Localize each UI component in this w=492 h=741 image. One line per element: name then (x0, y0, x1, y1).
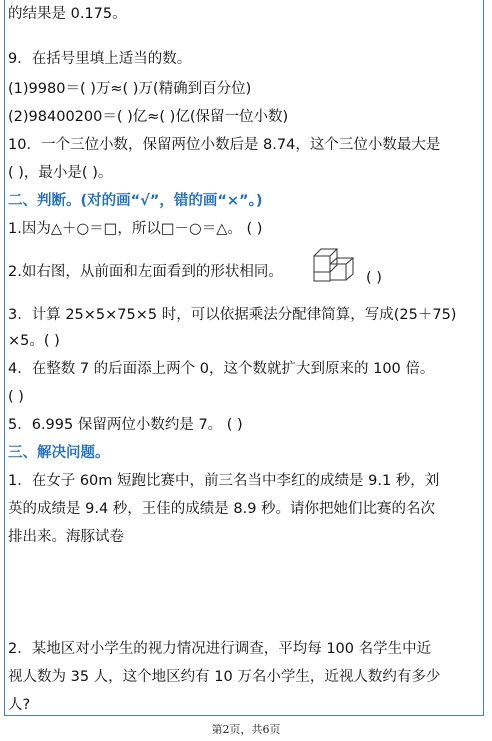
judge-3-line-2: ×5。( ) (8, 333, 60, 349)
problem-2-line-3: 人? (8, 697, 31, 713)
problem-2-line-2: 视人数为 35 人，这个地区约有 10 万名小学生，近视人数约有多少 (8, 669, 441, 685)
question-9-part-1: (1)9980＝( )万≈( )万(精确到百分位) (8, 81, 252, 97)
section-3-heading: 三、解决问题。 (8, 445, 110, 461)
judge-4-answer-blank: ( ) (8, 389, 24, 405)
judge-2-answer-blank: ( ) (366, 270, 382, 286)
question-9-part-2: (2)98400200＝( )亿≈( )亿(保留一位小数) (8, 109, 289, 125)
judge-1: 1.因为△＋○＝□，所以□－○＝△。 ( ) (8, 221, 263, 237)
section-2-heading: 二、判断。(对的画“√”，错的画“×”。) (8, 193, 263, 209)
judge-4-line-1: 4．在整数 7 的后面添上两个 0，这个数就扩大到原来的 100 倍。 (8, 361, 435, 377)
problem-1-line-3: 排出来。海豚试卷 (8, 529, 124, 545)
problem-2-line-1: 2．某地区对小学生的视力情况进行调查，平均每 100 名学生中近 (8, 641, 432, 657)
question-10-line-1: 10．一个三位小数，保留两位小数后是 8.74，这个三位小数最大是 (8, 137, 441, 153)
text-line-1: 的结果是 0.175。 (8, 6, 127, 22)
judge-2: 2.如右图，从前面和左面看到的形状相同。 (8, 264, 283, 280)
problem-1-line-1: 1．在女子 60m 短跑比赛中，前三名当中李红的成绩是 9.1 秒，刘 (8, 473, 440, 489)
cube-figure-icon (313, 246, 359, 282)
page-footer: 第2页，共6页 (211, 723, 281, 736)
question-10-line-2: ( )，最小是( )。 (8, 165, 113, 181)
judge-5: 5．6.995 保留两位小数约是 7。 ( ) (8, 417, 243, 433)
problem-1-line-2: 英的成绩是 9.4 秒，王佳的成绩是 8.9 秒。请你把她们比赛的名次 (8, 501, 436, 517)
judge-3-line-1: 3．计算 25×5×75×5 时，可以依据乘法分配律简算，写成(25＋75) (8, 307, 457, 323)
question-9-title: 9．在括号里填上适当的数。 (8, 51, 192, 67)
